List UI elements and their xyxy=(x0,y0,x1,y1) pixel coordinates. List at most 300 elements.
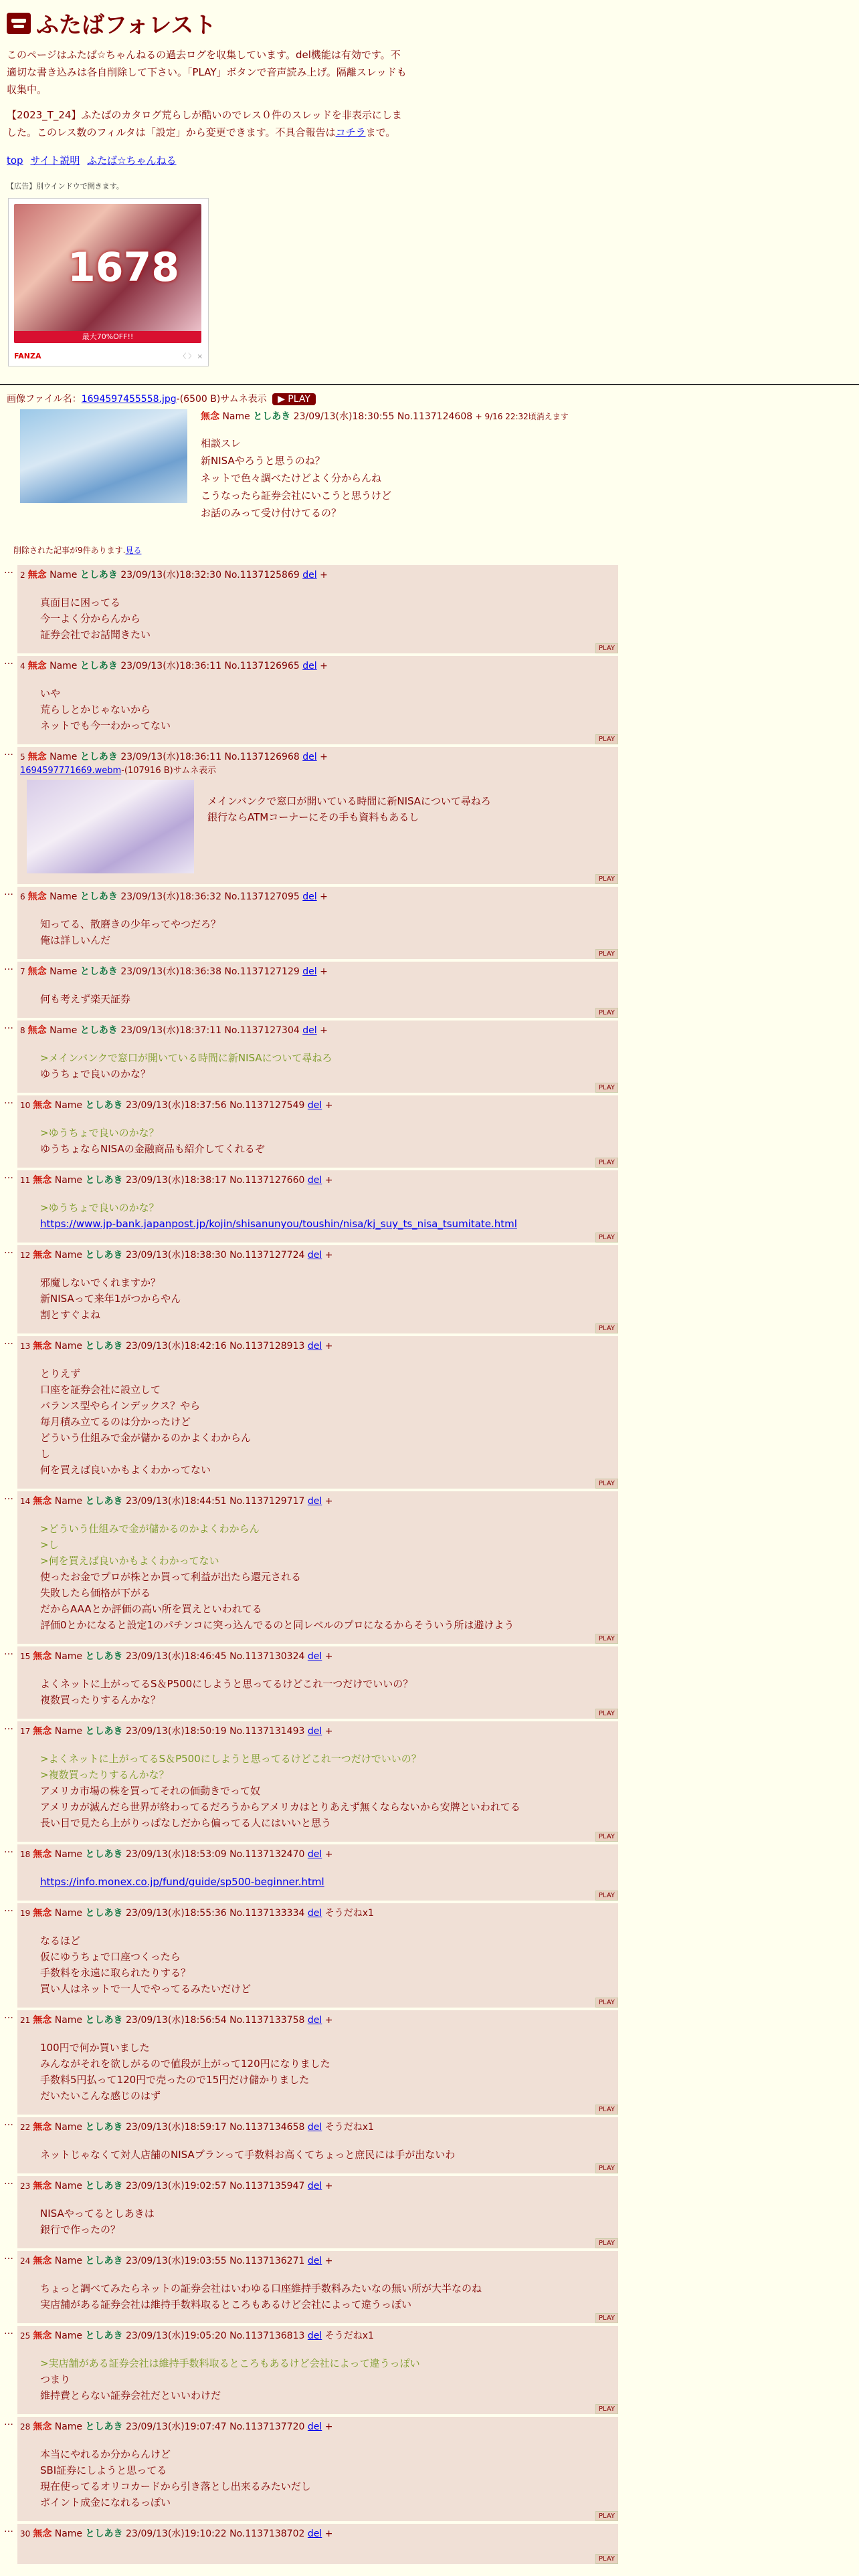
ad-banner[interactable] xyxy=(8,198,209,366)
reply-body-text xyxy=(40,2355,615,2403)
reply-extra[interactable]: + xyxy=(324,2529,333,2539)
reply-body-text xyxy=(40,1933,615,1997)
reply-file-info xyxy=(20,763,615,776)
reply-post-number[interactable]: No.1137127660 xyxy=(229,1175,305,1186)
reply-date: 23/09/13(水)18:53:09 xyxy=(125,1849,227,1860)
reply-body-text xyxy=(40,685,615,734)
reply-line: つまり xyxy=(40,2373,71,2385)
ad-number: 1678 xyxy=(68,244,179,291)
reply-body-text xyxy=(40,1676,615,1708)
reply-body-text xyxy=(40,1050,615,1082)
play-button[interactable]: PLAY xyxy=(595,2238,618,2248)
reply-date: 23/09/13(水)19:03:55 xyxy=(125,2256,227,2266)
reply-number: 21 xyxy=(20,2016,31,2025)
reply-subject: 無念 xyxy=(33,1250,52,1261)
play-button[interactable]: PLAY xyxy=(595,1158,618,1168)
reply-dots: … xyxy=(4,2524,13,2535)
reply-line: 銀行で作ったの？ xyxy=(40,2224,121,2236)
reply-line: ネットじゃなくて対人店舗のNISAプランって手数料お高くてちょっと庶民には手が出ないわ xyxy=(40,2149,456,2161)
reply-number: 19 xyxy=(20,1909,31,1918)
reply-row xyxy=(0,962,859,1018)
intro-p2-prefix: 【2023_T_24】ふたばのカタログ荒らしが酷いのでレス０件のスレッドを非表示にしました。このレス数のフィルタは「設定」から変更できます。不具合報告は xyxy=(7,109,402,138)
reply-line: ちょっと調べてみたらネットの証券会社はいわゆる口座維持手数料みたいなの無い所が大半なのね xyxy=(40,2282,482,2294)
reply-post-number[interactable]: No.1137127549 xyxy=(229,1100,305,1111)
reply-header xyxy=(20,1724,615,1737)
reply-date: 23/09/13(水)18:50:19 xyxy=(125,1726,227,1737)
reply-subject: 無念 xyxy=(33,1341,52,1352)
reply-extra[interactable]: + xyxy=(320,661,328,671)
del-link[interactable]: del xyxy=(307,1250,322,1261)
reply-extra[interactable]: + xyxy=(320,891,328,902)
op-date: 23/09/13(水)18:30:55 xyxy=(293,411,395,422)
reply-number: 18 xyxy=(20,1850,31,1859)
reply-date: 23/09/13(水)19:05:20 xyxy=(125,2331,227,2341)
ad-controls[interactable]: 〈 〉 × xyxy=(179,353,203,360)
del-link[interactable]: del xyxy=(307,1726,322,1737)
del-link[interactable]: del xyxy=(307,2422,322,2432)
reply-body-text xyxy=(40,1366,615,1478)
play-button[interactable]: PLAY xyxy=(595,1634,618,1644)
ad-label: 【広告】別ウインドウで開きます。 xyxy=(7,182,124,191)
reply-dots: … xyxy=(4,1021,13,1031)
nav-about-link[interactable]: サイト説明 xyxy=(30,154,80,167)
reply-post-number[interactable]: No.1137126968 xyxy=(224,752,300,762)
play-button[interactable]: PLAY xyxy=(595,2163,618,2173)
file-label: 画像ファイル名： xyxy=(7,394,82,405)
reply-header xyxy=(20,889,615,903)
reply-post-number[interactable]: No.1137130324 xyxy=(229,1651,305,1662)
del-link[interactable]: del xyxy=(307,2122,322,2133)
reply-line: 本当にやれるか分からんけど xyxy=(40,2448,171,2460)
reply-body-text xyxy=(40,2147,615,2163)
quote-line: >ゆうちょで良いのかな？ xyxy=(40,1127,159,1139)
del-link[interactable]: del xyxy=(307,2181,322,2191)
reply-dots: … xyxy=(4,1095,13,1106)
reply-post-number[interactable]: No.1137137720 xyxy=(229,2422,305,2432)
reply-name: としあき xyxy=(85,2015,123,2026)
play-button[interactable]: PLAY xyxy=(595,1891,618,1901)
reply-line: 現在使ってるオリコカードから引き落とし出来るみたいだし xyxy=(40,2480,311,2492)
reply-line: とりえず xyxy=(40,1368,81,1380)
reply-header xyxy=(20,2120,615,2133)
reply-dots: … xyxy=(4,565,13,576)
op-line: 相談スレ xyxy=(201,437,242,449)
reply-subject: 無念 xyxy=(33,2331,52,2341)
reply-url-link[interactable]: https://info.monex.co.jp/fund/guide/sp500-beginner.html xyxy=(40,1876,324,1888)
del-link[interactable]: del xyxy=(307,1341,322,1352)
reply-header xyxy=(20,2254,615,2267)
del-link[interactable]: del xyxy=(307,1908,322,1919)
reply-line: SBI証券にしようと思ってる xyxy=(40,2464,167,2476)
reply xyxy=(17,887,618,959)
reply-post-number[interactable]: No.1137131493 xyxy=(229,1726,305,1737)
reply-header xyxy=(20,1098,615,1111)
reply-post-number[interactable]: No.1137136271 xyxy=(229,2256,305,2266)
play-button[interactable]: PLAY xyxy=(595,2105,618,2115)
op-line: お話のみって受け付けてるの？ xyxy=(201,507,342,519)
reply-row xyxy=(0,1721,859,1842)
op-thumbnail[interactable] xyxy=(20,409,187,503)
reply-extra[interactable]: + xyxy=(320,570,328,580)
reply-name: としあき xyxy=(85,1849,123,1860)
reply-line: メインバンクで窓口が開いている時間に新NISAについて尋ねろ xyxy=(207,795,491,807)
play-button[interactable]: PLAY xyxy=(595,1832,618,1842)
reply-dots: … xyxy=(4,2417,13,2428)
reply-post-number[interactable]: No.1137136813 xyxy=(229,2331,305,2341)
reply-extra[interactable]: + xyxy=(324,1250,333,1261)
reply-date: 23/09/13(水)18:36:32 xyxy=(120,891,221,902)
reply-header xyxy=(20,568,615,581)
reply-line: ネットでも今一わかってない xyxy=(40,720,171,732)
nav-futaba-link[interactable]: ふたば☆ちゃんねる xyxy=(87,154,177,167)
reply-number: 25 xyxy=(20,2331,31,2341)
reply-header xyxy=(20,1494,615,1507)
site-logo[interactable] xyxy=(7,7,852,39)
reply-row xyxy=(0,1095,859,1168)
reply-extra[interactable]: + xyxy=(320,966,328,977)
op-file-link[interactable]: 1694597455558.jpg xyxy=(81,394,177,405)
reply-line: アメリカが滅んだら世界が終わってるだろうからアメリカはとりあえず無くならないから安牌といわれてる xyxy=(40,1801,520,1813)
reply-dots: … xyxy=(4,1903,13,1914)
del-link[interactable]: del xyxy=(302,891,317,902)
reply-name: としあき xyxy=(80,661,118,671)
reply-number: 11 xyxy=(20,1176,31,1185)
intro-p2-suffix: まで。 xyxy=(365,126,396,138)
reply-line: だいたいこんな感じのはず xyxy=(40,2090,161,2102)
deleted-notice xyxy=(13,544,852,556)
reply-dots: … xyxy=(4,2117,13,2128)
reply-line: いや xyxy=(40,687,61,700)
reply-header xyxy=(20,1649,615,1662)
reply-name-label: Name xyxy=(50,570,78,580)
reply-line: 口座を証券会社に設立して xyxy=(40,1384,161,1396)
reply-row xyxy=(0,1245,859,1333)
play-button[interactable]: PLAY xyxy=(595,949,618,959)
reply xyxy=(17,1336,618,1489)
reply-number: 10 xyxy=(20,1101,31,1110)
reply-date: 23/09/13(水)19:10:22 xyxy=(125,2529,227,2539)
reply-post-number[interactable]: No.1137125869 xyxy=(224,570,300,580)
reply-extra[interactable]: + xyxy=(324,1849,333,1860)
reply-subject: 無念 xyxy=(27,1025,47,1036)
reply-file-link[interactable]: 1694597771669.webm xyxy=(20,766,122,776)
reply-name: としあき xyxy=(85,1726,123,1737)
reply-row xyxy=(0,2117,859,2173)
reply-extra[interactable]: + xyxy=(324,1100,333,1111)
reply-dots: … xyxy=(4,1844,13,1855)
reply-name-label: Name xyxy=(54,1496,83,1507)
reply-subject: 無念 xyxy=(33,2015,52,2026)
reply-name: としあき xyxy=(85,1175,123,1186)
reply-post-number[interactable]: No.1137126965 xyxy=(224,661,300,671)
op-number[interactable]: No.1137124608 xyxy=(397,411,473,422)
reply-dots: … xyxy=(4,1491,13,1502)
reply-line: 複数買ったりするんかな？ xyxy=(40,1694,161,1706)
reply-extra[interactable]: + xyxy=(324,2422,333,2432)
quote-line: >し xyxy=(40,1539,59,1551)
reply-subject: 無念 xyxy=(33,1651,52,1662)
reply-row xyxy=(0,1646,859,1719)
reply-post-number[interactable]: No.1137127304 xyxy=(224,1025,300,1036)
reply-name: としあき xyxy=(80,966,118,977)
reply-name-label: Name xyxy=(50,966,78,977)
reply-extra[interactable]: そうだねx1 xyxy=(324,2122,374,2133)
reply-number: 24 xyxy=(20,2256,31,2266)
reply-extra[interactable]: + xyxy=(324,2181,333,2191)
reply-dots: … xyxy=(4,747,13,758)
reply-date: 23/09/13(水)18:37:56 xyxy=(125,1100,227,1111)
reply-name-label: Name xyxy=(50,752,78,762)
play-button[interactable]: PLAY xyxy=(595,1323,618,1333)
reply xyxy=(17,2326,618,2414)
reply-line: 手数料を永遠に取られたりする？ xyxy=(40,1967,191,1979)
del-link[interactable]: del xyxy=(307,2256,322,2266)
reply-name-label: Name xyxy=(54,2529,83,2539)
reply-post-number[interactable]: No.1137132470 xyxy=(229,1849,305,1860)
reply xyxy=(17,2251,618,2323)
del-link[interactable]: del xyxy=(307,1496,322,1507)
reply-post-number[interactable]: No.1137127129 xyxy=(224,966,300,977)
reply-line: みんながそれを欲しがるので値段が上がって120円になりました xyxy=(40,2058,330,2070)
op-line: 新NISAやろうと思うのね？ xyxy=(201,455,325,467)
reply-subject: 無念 xyxy=(33,2529,52,2539)
reply-header xyxy=(20,1847,615,1860)
reply-body-text xyxy=(40,1751,615,1831)
reply-date: 23/09/13(水)18:42:16 xyxy=(125,1341,227,1352)
reply-body-text xyxy=(40,991,615,1007)
reply-line: 毎月積み立てるのは分かったけど xyxy=(40,1416,191,1428)
reply-date: 23/09/13(水)18:59:17 xyxy=(125,2122,227,2133)
play-button[interactable]: PLAY xyxy=(595,2404,618,2414)
reply-subject: 無念 xyxy=(33,1849,52,1860)
reply-name: としあき xyxy=(80,752,118,762)
reply-post-number[interactable]: No.1137133758 xyxy=(229,2015,305,2026)
reply-body-text xyxy=(40,1125,615,1157)
reply-line: 買い人はネットで一人でやってるみたいだけど xyxy=(40,1983,252,1995)
reply-line: ゆうちょで良いのかな？ xyxy=(40,1068,151,1080)
reply-date: 23/09/13(水)18:36:11 xyxy=(120,752,221,762)
reply-header xyxy=(20,659,615,672)
reply-line: 長い目で見たら上がりっぱなしだから偏ってる人にはいいと思う xyxy=(40,1817,332,1829)
reply-name: としあき xyxy=(80,891,118,902)
report-link[interactable]: コチラ xyxy=(335,126,366,138)
reply-post-number[interactable]: No.1137127724 xyxy=(229,1250,305,1261)
play-button[interactable]: PLAY xyxy=(595,2511,618,2521)
reply-header xyxy=(20,750,615,763)
reply-extra[interactable]: + xyxy=(324,1341,333,1352)
del-link[interactable]: del xyxy=(307,1651,322,1662)
reply-number: 28 xyxy=(20,2422,31,2432)
play-button[interactable]: PLAY xyxy=(595,1479,618,1489)
reply-date: 23/09/13(水)19:07:47 xyxy=(125,2422,227,2432)
reply-dots: … xyxy=(4,656,13,667)
reply-name-label: Name xyxy=(54,1175,83,1186)
quote-line: >何を買えば良いかもよくわかってない xyxy=(40,1555,219,1567)
reply-body-text xyxy=(40,1200,615,1232)
reply-row xyxy=(0,2251,859,2323)
reply-subject: 無念 xyxy=(33,2181,52,2191)
quote-line: >どういう仕組みで金が儲かるのかよくわからん xyxy=(40,1523,260,1535)
reply-name-label: Name xyxy=(54,1341,83,1352)
reply-subject: 無念 xyxy=(33,2422,52,2432)
reply xyxy=(17,1021,618,1093)
play-button[interactable]: PLAY xyxy=(595,1998,618,2008)
reply-dots: … xyxy=(4,1336,13,1347)
ad-image xyxy=(14,204,201,343)
play-button[interactable]: PLAY xyxy=(595,1083,618,1093)
del-link[interactable]: del xyxy=(307,1175,322,1186)
reply-line: 証券会社でお話聞きたい xyxy=(40,629,151,641)
reply-body-text xyxy=(40,2040,615,2104)
reply xyxy=(17,2117,618,2173)
op-name: としあき xyxy=(253,411,291,422)
reply-line: し xyxy=(40,1448,51,1460)
reply-line: 仮にゆうちょで口座つくったら xyxy=(40,1951,181,1963)
intro-paragraph-2 xyxy=(7,106,408,141)
reply-number: 14 xyxy=(20,1497,31,1506)
reply xyxy=(17,656,618,744)
reply-extra[interactable]: + xyxy=(320,1025,328,1036)
reply-header xyxy=(20,2527,615,2540)
reply-line: 100円で何か買いました xyxy=(40,2042,150,2054)
del-link[interactable]: del xyxy=(302,661,317,671)
reply-url-link[interactable]: https://www.jp-bank.japanpost.jp/kojin/shisanunyou/toushin/nisa/kj_suy_ts_nisa_tsumitate.html xyxy=(40,1218,517,1230)
reply xyxy=(17,747,618,884)
reply-subject: 無念 xyxy=(27,891,47,902)
reply-line: 今一よく分からんから xyxy=(40,613,141,625)
play-button[interactable]: PLAY xyxy=(595,643,618,653)
reply-body-text xyxy=(40,1874,615,1890)
reply-extra[interactable]: + xyxy=(324,2015,333,2026)
op-body-text xyxy=(201,435,569,522)
reply-row xyxy=(0,2326,859,2414)
play-button[interactable]: PLAY xyxy=(595,1709,618,1719)
reply xyxy=(17,2010,618,2115)
reply-subject: 無念 xyxy=(33,2256,52,2266)
reply-subject: 無念 xyxy=(27,661,47,671)
reply-name: としあき xyxy=(85,1341,123,1352)
reply-line: 邪魔しないでくれますか？ xyxy=(40,1277,161,1289)
reply xyxy=(17,2417,618,2521)
reply-extra[interactable]: そうだねx1 xyxy=(324,2331,374,2341)
reply-post-number[interactable]: No.1137134658 xyxy=(229,2122,305,2133)
play-button[interactable]: PLAY xyxy=(595,1232,618,1243)
del-link[interactable]: del xyxy=(307,1849,322,1860)
reply-extra[interactable]: + xyxy=(324,1726,333,1737)
quote-line: >複数買ったりするんかな？ xyxy=(40,1769,169,1781)
reply-date: 23/09/13(水)18:46:45 xyxy=(125,1651,227,1662)
reply-post-number[interactable]: No.1137128913 xyxy=(229,1341,305,1352)
reply-thumbnail[interactable] xyxy=(27,780,194,873)
reply-name-label: Name xyxy=(50,1025,78,1036)
del-link[interactable]: del xyxy=(302,966,317,977)
reply-dots: … xyxy=(4,1170,13,1181)
reply-line: NISAやってるとしあきは xyxy=(40,2208,155,2220)
del-link[interactable]: del xyxy=(307,2529,322,2539)
reply-line: 何も考えず楽天証券 xyxy=(40,993,131,1005)
del-link[interactable]: del xyxy=(302,752,317,762)
reply-extra[interactable]: + xyxy=(324,1175,333,1186)
reply-extra[interactable]: + xyxy=(320,752,328,762)
reply-line: 評価0とかになると設定1のパチンコに突っ込んでるのと同レベルのプロになるからそういう所は避けよう xyxy=(40,1619,514,1631)
reply-dots: … xyxy=(4,1245,13,1256)
play-button[interactable]: PLAY xyxy=(595,734,618,744)
del-link[interactable]: del xyxy=(302,570,317,580)
reply-post-number[interactable]: No.1137138702 xyxy=(229,2529,305,2539)
reply-row xyxy=(0,1844,859,1901)
play-button[interactable]: PLAY xyxy=(595,1008,618,1018)
site-title: ふたばフォレスト xyxy=(36,12,217,39)
reply-file-size: -(107916 B)サムネ表示 xyxy=(121,766,217,776)
del-link[interactable]: del xyxy=(307,2331,322,2341)
reply-dots: … xyxy=(4,2010,13,2021)
reply-header xyxy=(20,1248,615,1261)
quote-line: >実店舗がある証券会社は維持手数料取るところもあるけど会社によって違うっぽい xyxy=(40,2357,420,2369)
reply-post-number[interactable]: No.1137127095 xyxy=(224,891,300,902)
reply-name: としあき xyxy=(85,2122,123,2133)
reply-date: 23/09/13(水)19:02:57 xyxy=(125,2181,227,2191)
reply-subject: 無念 xyxy=(33,2122,52,2133)
reply-name-label: Name xyxy=(54,2181,83,2191)
nav-links xyxy=(7,153,852,167)
reply-line: 使ったお金でプロが株とか買って利益が出たら還元される xyxy=(40,1571,302,1583)
op-post xyxy=(0,392,859,556)
show-deleted-link[interactable]: 見る xyxy=(125,546,142,555)
reply-row xyxy=(0,1021,859,1093)
play-button[interactable]: PLAY xyxy=(595,2313,618,2323)
op-line: こうなったら証券会社にいこうと思うけど xyxy=(201,490,392,502)
del-link[interactable]: del xyxy=(307,2015,322,2026)
reply-body-text xyxy=(40,2446,615,2510)
reply-date: 23/09/13(水)18:36:38 xyxy=(120,966,221,977)
quote-line: >ゆうちょで良いのかな？ xyxy=(40,1202,159,1214)
reply-line: ポイント成金になれるっぽい xyxy=(40,2496,171,2508)
reply-line: 実店舗がある証券会社は維持手数料取るところもあるけど会社によって違うっぽい xyxy=(40,2298,412,2311)
reply-extra[interactable]: + xyxy=(324,1496,333,1507)
reply-date: 23/09/13(水)18:44:51 xyxy=(125,1496,227,1507)
reply-extra[interactable]: + xyxy=(324,1651,333,1662)
reply-line: なるほど xyxy=(40,1935,81,1947)
reply-post-number[interactable]: No.1137129717 xyxy=(229,1496,305,1507)
reply-post-number[interactable]: No.1137133334 xyxy=(229,1908,305,1919)
del-link[interactable]: del xyxy=(302,1025,317,1036)
reply-date: 23/09/13(水)18:38:17 xyxy=(125,1175,227,1186)
del-link[interactable]: del xyxy=(307,1100,322,1111)
reply-name-label: Name xyxy=(54,1908,83,1919)
reply-row xyxy=(0,747,859,884)
reply-dots: … xyxy=(4,2176,13,2187)
reply-date: 23/09/13(水)18:56:54 xyxy=(125,2015,227,2026)
play-button[interactable]: PLAY xyxy=(595,2554,618,2564)
page-header xyxy=(0,0,859,366)
reply-number: 22 xyxy=(20,2123,31,2132)
op-play-button[interactable]: ▶ PLAY xyxy=(272,393,316,405)
reply-post-number[interactable]: No.1137135947 xyxy=(229,2181,305,2191)
reply-extra[interactable]: + xyxy=(324,2256,333,2266)
play-button[interactable]: PLAY xyxy=(595,874,618,884)
reply-extra[interactable]: そうだねx1 xyxy=(324,1908,374,1919)
reply-line: 失敗したら価格が下がる xyxy=(40,1587,151,1599)
op-expiry: + 9/16 22:32頃消えます xyxy=(475,412,569,421)
reply-name-label: Name xyxy=(50,891,78,902)
nav-top-link[interactable]: top xyxy=(7,154,23,167)
ad-brand: FANZA xyxy=(14,352,41,360)
reply-line: よくネットに上がってるS＆P500にしようと思ってるけどこれ一つだけでいいの？ xyxy=(40,1678,413,1690)
reply-number: 15 xyxy=(20,1652,31,1661)
reply-header xyxy=(20,2013,615,2026)
reply-date: 23/09/13(水)18:36:11 xyxy=(120,661,221,671)
reply xyxy=(17,1245,618,1333)
